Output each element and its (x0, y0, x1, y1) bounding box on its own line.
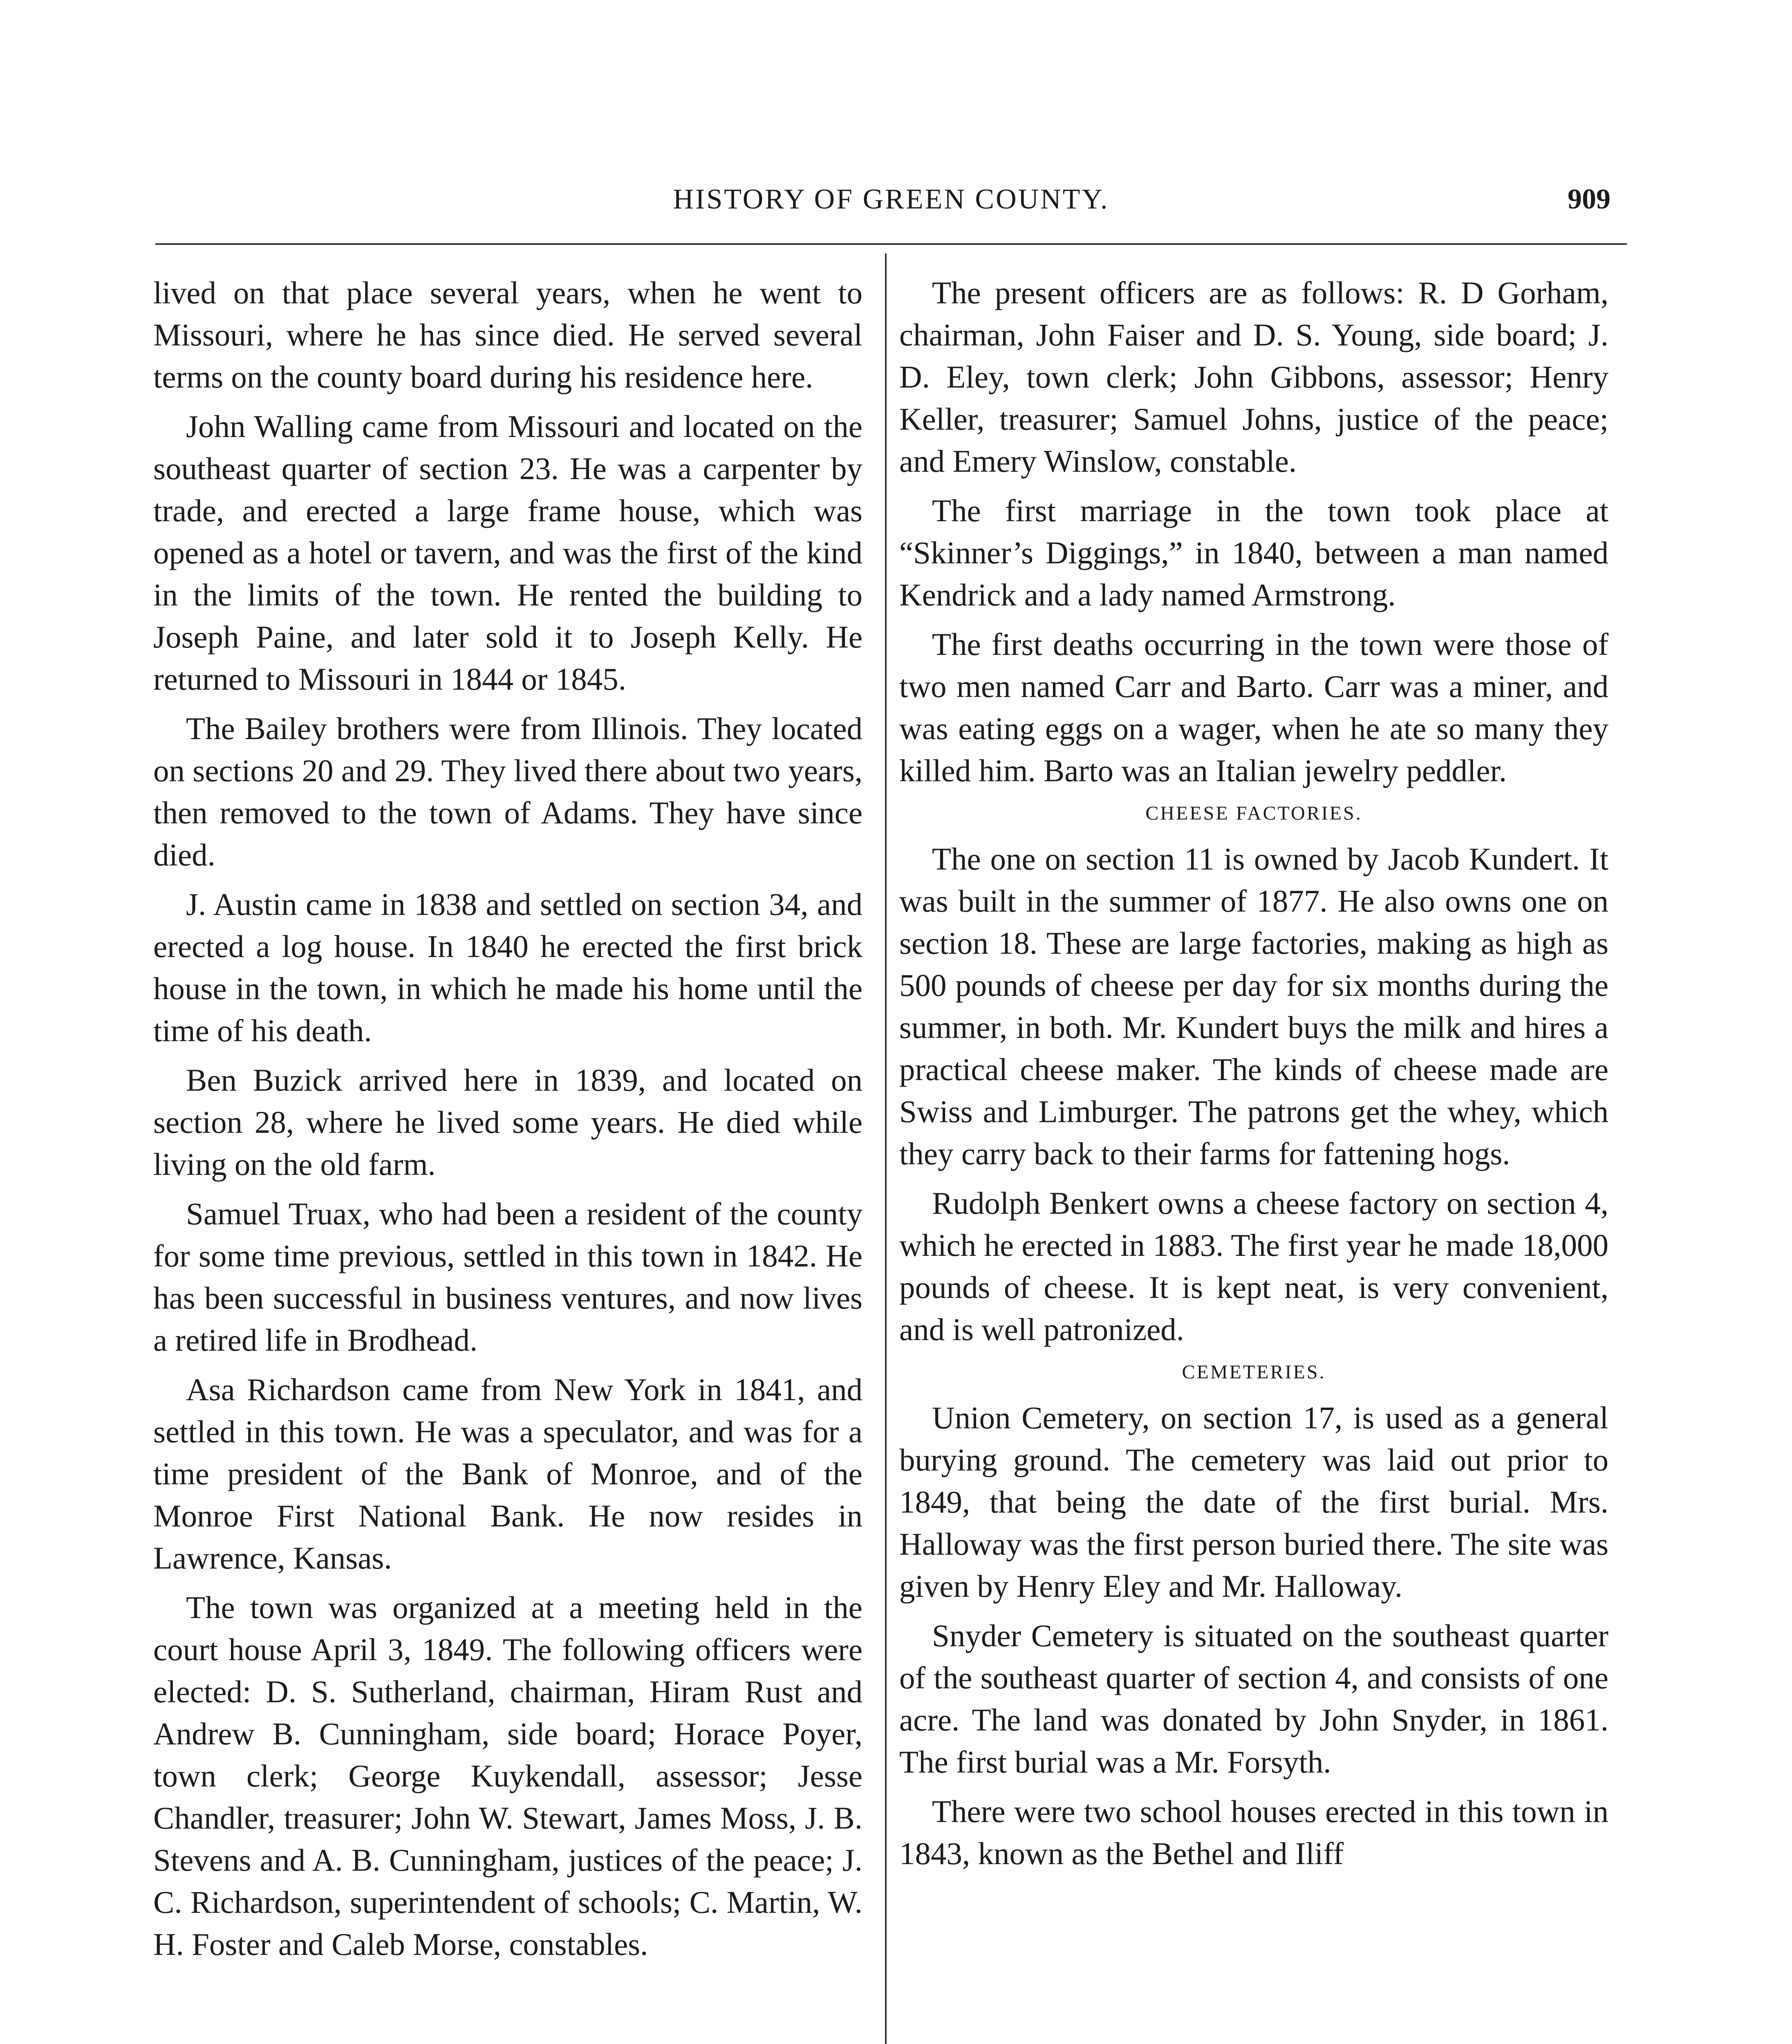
running-head (155, 180, 1627, 225)
paragraph: There were two school houses erected in this town in 1843, known as the Bethel and Iliff (899, 1794, 1608, 1871)
left-column (153, 272, 862, 1973)
paragraph: J. Austin came in 1838 and settled on section 34, and erected a log house. In 1840 he erected the first brick house in the town, in which he made his home until the time of his death. (153, 887, 862, 1048)
paragraph: John Walling came from Missouri and located on the southeast quarter of section 23. He was a carpenter by trade, and erected a large frame house, which was opened as a hotel or tavern, and was the first of the kind in the limits of the town. He rented the building to Joseph Paine, and later sold it to Joseph Kelly. He returned to Missouri in 1844 or 1845. (153, 409, 862, 697)
paragraph: Asa Richardson came from New York in 1841, and settled in this town. He was a speculator, and was for a time president of the Bank of Monroe, and of the Monroe First National Bank. He now resides in Lawrence, Kansas. (153, 1372, 862, 1576)
page-number: 909 (1568, 184, 1611, 215)
paragraph: The first marriage in the town took place at “Skinner’s Diggings,” in 1840, between a man named Kendrick and a lady named Armstrong. (899, 493, 1608, 612)
paragraph: Ben Buzick arrived here in 1839, and located on section 28, where he lived some years. He died while living on the old farm. (153, 1062, 862, 1182)
paragraph: Samuel Truax, who had been a resident of the county for some time previous, settled in this town in 1842. He has been successful in business ventures, and now lives a retired life in Brodhead. (153, 1196, 862, 1358)
paragraph: The first deaths occurring in the town were those of two men named Carr and Barto. Carr was a miner, and was eating eggs on a wager, when he ate so many they killed him. Barto was an Italian jewelry peddler. (899, 627, 1608, 788)
section-heading-cheese-factories: CHEESE FACTORIES. (1145, 802, 1362, 824)
paragraph: The town was organized at a meeting held in the court house April 3, 1849. The following officers were elected: D. S. Sutherland, chairman, Hiram Rust and Andrew B. Cunningham, side board; Horace Poyer, town clerk; George Kuykendall, assessor; Jesse Chandler, treasurer; John W. Stewart, James Moss, J. B. Stevens and A. B. Cunningham, justices of the peace; J. C. Richardson, superintendent of schools; C. Martin, W. H. Foster and Caleb Morse, constables. (153, 1590, 862, 1962)
paragraph: The present officers are as follows: R. D Gorham, chairman, John Faiser and D. S. Young, side board; J. D. Eley, town clerk; John Gibbons, assessor; Henry Keller, treasurer; Samuel Johns, justice of the peace; and Emery Winslow, constable. (899, 275, 1608, 479)
paragraph: Union Cemetery, on section 17, is used as a general burying ground. The cemetery was laid out prior to 1849, that being the date of the first burial. Mrs. Halloway was the first person buried there. The site was given by Henry Eley and Mr. Halloway. (899, 1400, 1608, 1604)
paragraph: Rudolph Benkert owns a cheese factory on section 4, which he erected in 1883. The first year he made 18,000 pounds of cheese. It is kept neat, is very convenient, and is well patronized. (899, 1186, 1608, 1347)
right-column (899, 272, 1608, 1882)
paragraph: The one on section 11 is owned by Jacob Kundert. It was built in the summer of 1877. He also owns one on section 18. These are large factories, making as high as 500 pounds of cheese per day for six months during the summer, in both. Mr. Kundert buys the milk and hires a practical cheese maker. The kinds of cheese made are Swiss and Limburger. The patrons get the whey, which they carry back to their farms for fattening hogs. (899, 841, 1608, 1171)
header-rule (155, 243, 1627, 245)
paragraph: Snyder Cemetery is situated on the southeast quarter of the southeast quarter of section 4, and consists of one acre. The land was donated by John Snyder, in 1861. The first burial was a Mr. Forsyth. (899, 1618, 1608, 1780)
paragraph: The Bailey brothers were from Illinois. They located on sections 20 and 29. They lived there about two years, then removed to the town of Adams. They have since died. (153, 711, 862, 872)
paragraph: lived on that place several years, when he went to Missouri, where he has since died. He served several terms on the county board during his residence here. (153, 275, 862, 394)
section-heading-cemeteries: CEMETERIES. (1182, 1361, 1326, 1383)
running-title: HISTORY OF GREEN COUNTY. (673, 184, 1109, 215)
column-divider-rule (885, 253, 887, 2044)
